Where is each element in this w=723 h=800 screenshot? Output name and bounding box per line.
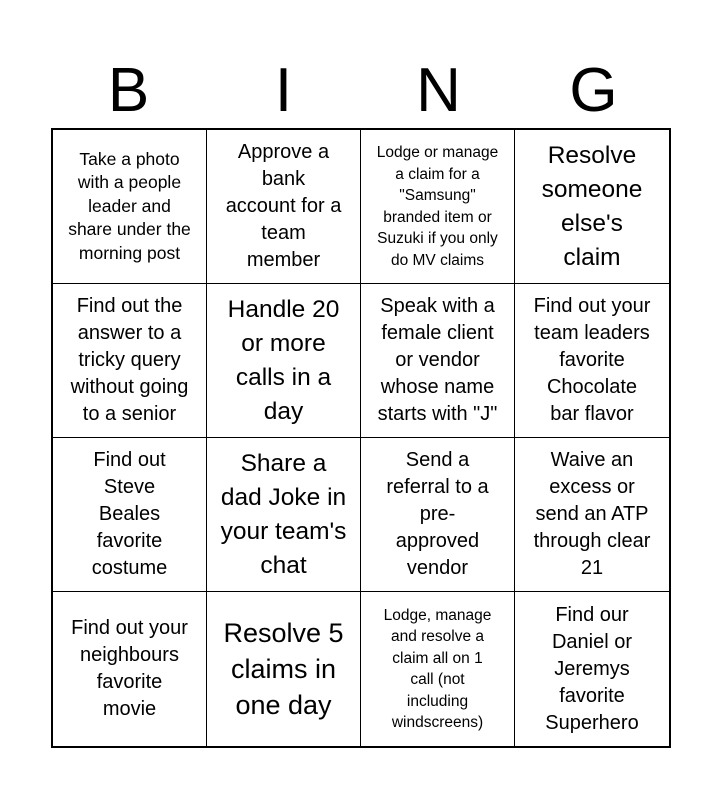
header-letter-g: G	[569, 56, 618, 125]
bingo-cell-text: Find out your neighbours favorite movie	[71, 617, 188, 720]
bingo-cell[interactable]	[361, 438, 515, 592]
header-letter-n: N	[416, 56, 461, 125]
bingo-cell[interactable]	[515, 592, 669, 746]
bingo-cell[interactable]	[53, 284, 207, 438]
bingo-cell[interactable]	[53, 130, 207, 284]
bingo-cell-text: Send a referral to a pre- approved vendor	[386, 449, 489, 579]
bingo-cell[interactable]	[361, 284, 515, 438]
bingo-board	[51, 128, 671, 748]
header-letter-i: I	[274, 56, 293, 125]
bingo-cell-text: Lodge, manage and resolve a claim all on 1 call (not including windscreens)	[383, 606, 492, 731]
bingo-cell[interactable]	[515, 284, 669, 438]
bingo-cell[interactable]	[361, 130, 515, 284]
bingo-cell[interactable]	[207, 130, 361, 284]
bingo-cell[interactable]	[515, 130, 669, 284]
bingo-cell[interactable]	[361, 592, 515, 746]
bingo-cell-text: Resolve 5 claims in one day	[223, 618, 344, 720]
bingo-cell[interactable]	[53, 438, 207, 592]
bingo-cell[interactable]	[207, 438, 361, 592]
bingo-cell[interactable]	[515, 438, 669, 592]
bingo-cell-text: Take a photo with a people leader and share under the morning post	[68, 148, 191, 263]
bingo-cell-text: Waive an excess or send an ATP through clear 21	[533, 449, 651, 579]
bingo-cell[interactable]	[207, 592, 361, 746]
bingo-cell-text: Resolve someone else's claim	[541, 141, 643, 271]
bingo-header	[51, 55, 671, 127]
bingo-cell-text: Speak with a female client or vendor whose name starts with "J"	[377, 295, 498, 425]
bingo-cell-text: Handle 20 or more calls in a day	[227, 295, 340, 425]
bingo-cell-text: Approve a bank account for a team member	[225, 141, 342, 271]
bingo-cell-text: Lodge or manage a claim for a "Samsung" branded item or Suzuki if you only do MV claims	[376, 144, 499, 269]
header-letter-b: B	[107, 56, 150, 125]
bingo-cell-text: Find out the answer to a tricky query without going to a senior	[70, 295, 189, 425]
bingo-cell-text: Find out Steve Beales favorite costume	[91, 449, 168, 579]
bingo-cell[interactable]	[207, 284, 361, 438]
bingo-cell-text: Find out your team leaders favorite Chocolate bar flavor	[533, 295, 651, 425]
bingo-cell-text: Find our Daniel or Jeremys favorite Superhero	[545, 603, 639, 734]
bingo-cell-text: Share a dad Joke in your team's chat	[220, 449, 347, 579]
bingo-cell[interactable]	[53, 592, 207, 746]
